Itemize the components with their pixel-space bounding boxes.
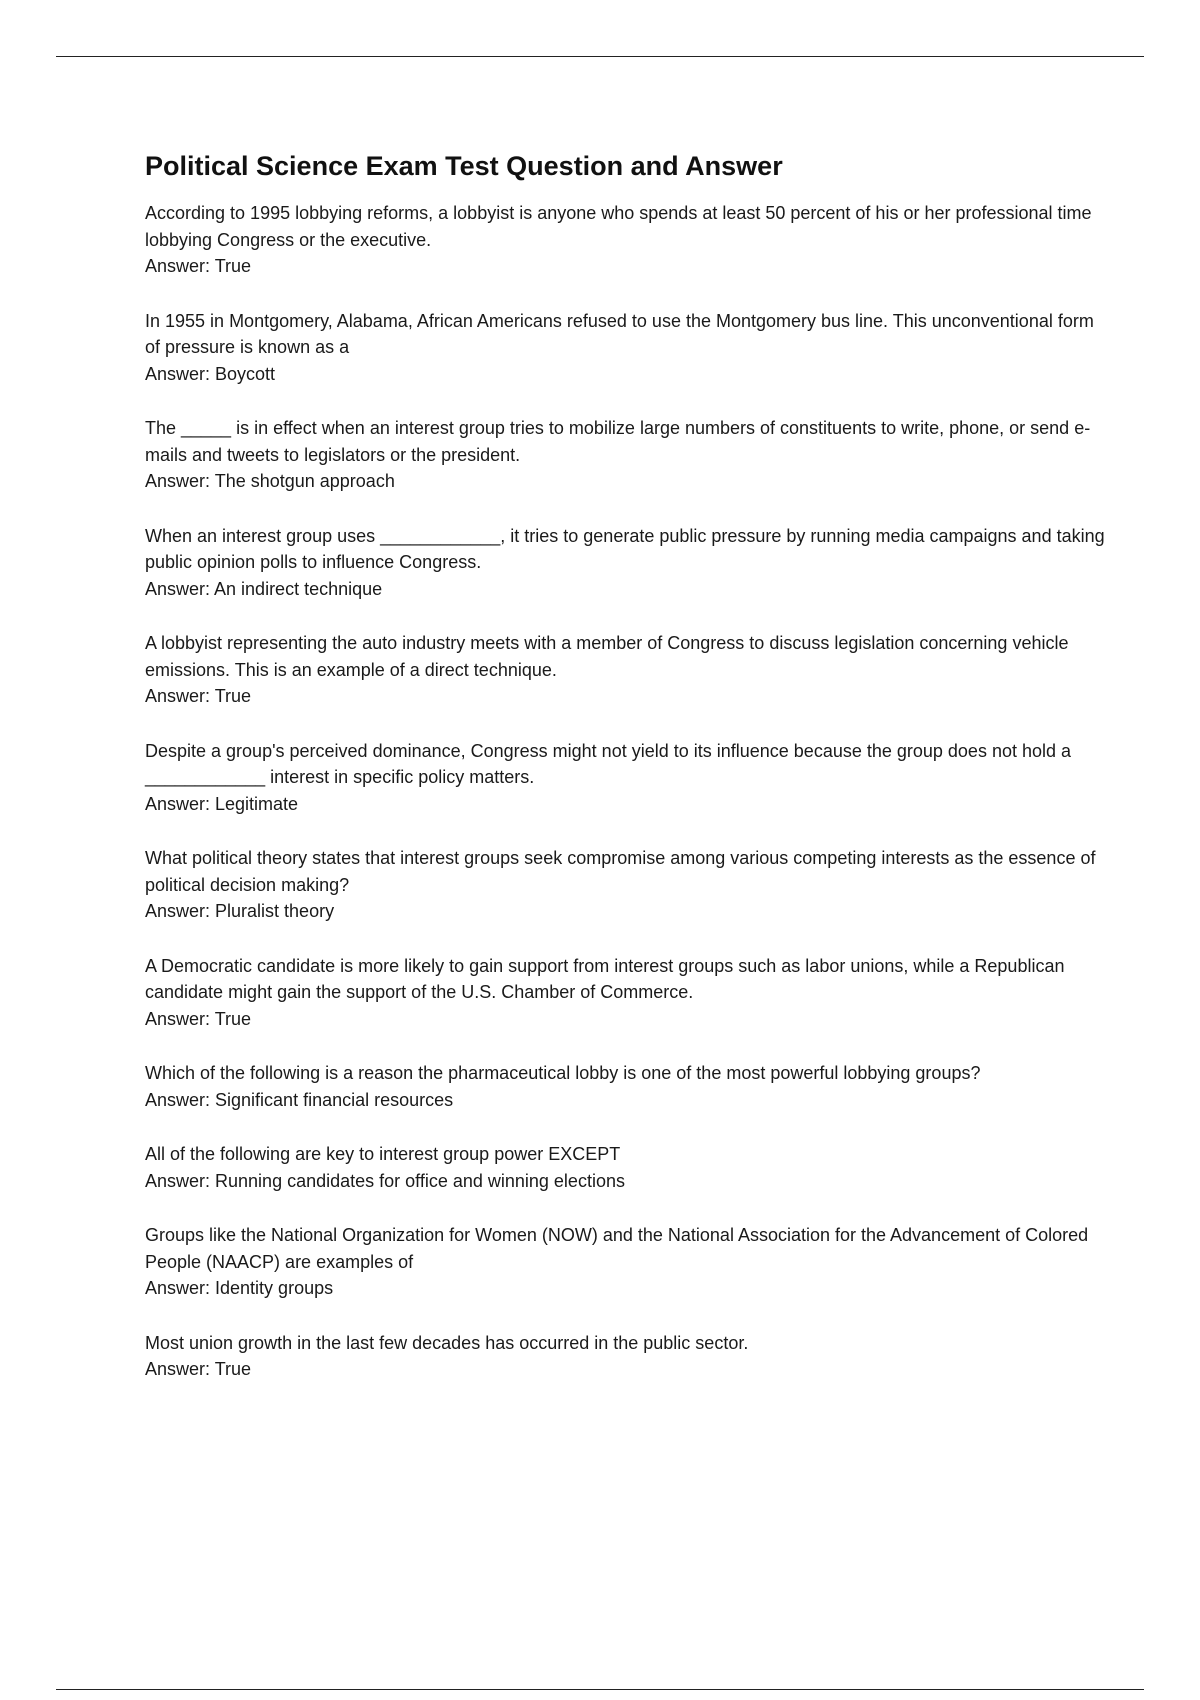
qa-item [145, 1330, 1105, 1383]
answer-text: Answer: True [145, 256, 252, 276]
question-text: Which of the following is a reason the pharmaceutical lobby is one of the most powerful lobbying groups? [145, 1063, 981, 1083]
qa-item [145, 415, 1105, 495]
qa-item [145, 1060, 1105, 1113]
document-title: Political Science Exam Test Question and Answer [145, 151, 783, 181]
answer-text: Answer: True [145, 686, 252, 706]
question-text: A lobbyist representing the auto industry meets with a member of Congress to discuss legislation concerning vehicle emissions. This is an example of a direct technique. [145, 633, 1074, 680]
answer-text: Answer: Legitimate [145, 793, 299, 814]
qa-item [145, 630, 1105, 710]
question-text: Most union growth in the last few decades has occurred in the public sector. [145, 1332, 749, 1353]
answer-text: Answer: Pluralist theory [145, 901, 335, 921]
question-text: According to 1995 lobbying reforms, a lobbyist is anyone who spends at least 50 percent of his or her professional time lobbying Congress or the executive. [145, 203, 1097, 250]
question-text: All of the following are key to interest group power EXCEPT [145, 1144, 621, 1164]
answer-text: Answer: True [145, 1008, 252, 1029]
qa-item [145, 738, 1105, 818]
question-text: Groups like the National Organization for Women (NOW) and the National Association for the Advancement of Colored People (NAACP) are examples of [145, 1225, 1094, 1272]
footer-rule [56, 1689, 1144, 1690]
question-text: When an interest group uses ____________, it tries to generate public pressure by running media campaigns and taking public opinion polls to influence Congress. [145, 525, 1110, 572]
answer-text: Answer: An indirect technique [145, 578, 383, 599]
qa-item [145, 308, 1105, 388]
qa-item [145, 523, 1110, 603]
answer-text: Answer: True [145, 1359, 252, 1379]
question-text: The _____ is in effect when an interest group tries to mobilize large numbers of constituents to write, phone, or send e-mails and tweets to legislators or the president. [145, 418, 1091, 465]
qa-item [145, 1141, 1105, 1194]
header-rule [56, 56, 1144, 57]
qa-item [145, 953, 1105, 1033]
qa-item [145, 1222, 1105, 1302]
question-text: A Democratic candidate is more likely to gain support from interest groups such as labor unions, while a Republican candidate might gain the support of the U.S. Chamber of Commerce. [145, 955, 1070, 1002]
qa-item [145, 200, 1105, 280]
answer-text: Answer: Significant financial resources [145, 1089, 454, 1110]
question-text: What political theory states that interest groups seek compromise among various competing interests as the essence of political decision making? [145, 848, 1101, 895]
question-text: Despite a group's perceived dominance, Congress might not yield to its influence because the group does not hold a ____________ interest in specific policy matters. [145, 740, 1077, 787]
answer-text: Answer: Running candidates for office and winning elections [145, 1170, 625, 1191]
answer-text: Answer: Boycott [145, 363, 276, 384]
question-text: In 1955 in Montgomery, Alabama, African Americans refused to use the Montgomery bus line. This unconventional form of pressure is known as a [145, 310, 1099, 357]
answer-text: Answer: The shotgun approach [145, 471, 395, 491]
document-body [145, 146, 1110, 1411]
qa-item [145, 845, 1105, 925]
answer-text: Answer: Identity groups [145, 1278, 334, 1298]
